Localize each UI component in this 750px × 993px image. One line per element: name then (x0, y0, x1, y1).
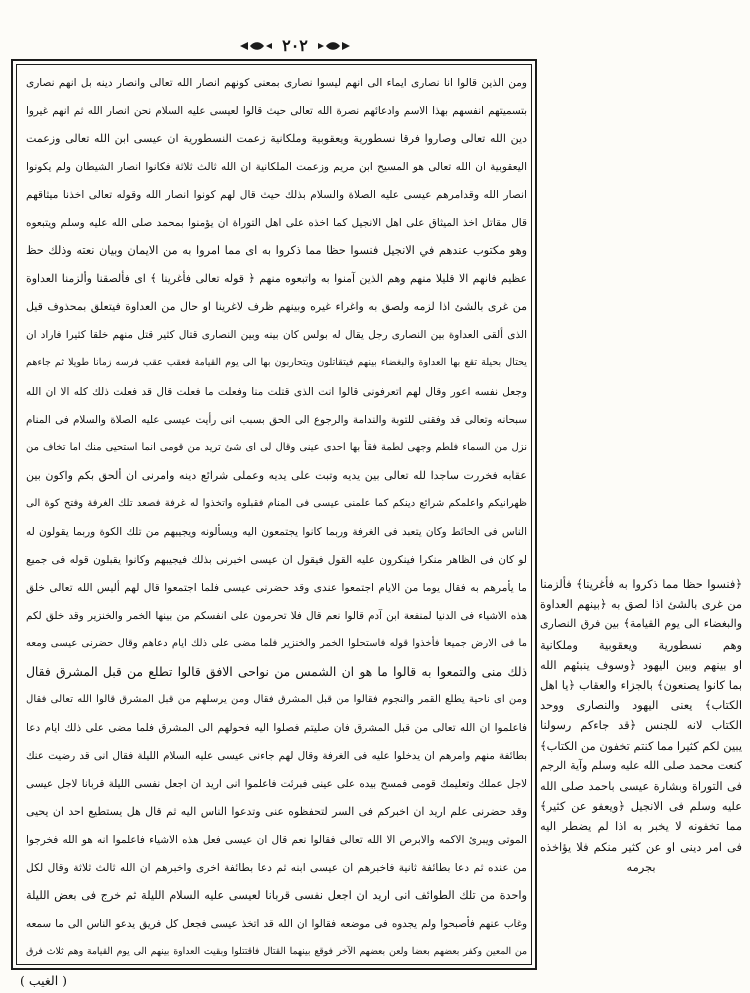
text-line: هذه الاشياء فى الدنيا لمنفعة ابن آدم قالوا نعم قال فلا تحرمون على انفسكم من بينها الخمر والخنزير وقد خلق لكم (26, 609, 527, 622)
text-line: عقابه فخررت ساجدا لله تعالى بين يديه وتبت على يديه وعملى شرائع دينه وامرنى ان ألحق بكم واكون بين (26, 468, 527, 482)
text-line: انصار الله وقدامرهم عيسى عليه الصلاة والسلام بذلك حيث قال لهم كونوا انصار الله وقوله تعالى اخذنا ميثاقهم (26, 188, 527, 202)
text-line: فاعلموا ان الله تعالى من قبل المشرق فان صليتم فصلوا اليه فحولهم الى المشرق فلما مضى على ذلك ايام دعا (26, 722, 527, 735)
text-line: بطائفة منهم وامرهم ان يدخلوا عليه فى الغرفة وقال لهم جاءنى عيسى عليه السلام الليلة فقال انى قد رضيت عنك (26, 750, 527, 763)
margin-line: وهم نسطورية ويعقوبية وملكانية (540, 637, 742, 652)
text-line: ما فى الارض جميعا فأخذوا قوله فاستحلوا الخمر والخنزير فلما مضى على ذلك ايام دعاهم وقال حضرنى عيسى ومعه (26, 637, 527, 649)
page-number: ۲۰۲ (282, 36, 308, 55)
page-header (232, 36, 358, 56)
margin-line: بجرمه (626, 859, 656, 874)
margin-line: مما تخفونه لا يخبر به اذا لم يضطر اليه (540, 819, 742, 834)
text-line: وهو مكتوب عندهم في الانجيل فنسوا حظا مما ذكروا به اى مما امروا به من الايمان وبيان نعته وذلك حظ (26, 244, 527, 258)
text-line: الموتى ويبرئ الاكمه والابرص الا الله تعالى فقالوا نعم قال ان عيسى فعل هذه الاشياء فاعلموا انه هو الله فخرجوا (26, 834, 527, 847)
text-line: وجعل نفسه اعور وقال لهم اتعرفونى قالوا انت الذى قتلت منا وفعلت ما فعلت قال قد فعلت ذلك كله الا ان الله (26, 385, 527, 398)
text-line: ذلك منى والتمعوا به قالوا ما هو ان الشمس من نواحى الافق قالوا تطلع من قبل المشرق فقال (26, 664, 527, 679)
text-line: من غرى بالشئ اذا لزمه ولصق به واغراء غيره وبينهم ظرف لاغرينا او حال من العداوة فيتعلق بمحذوف قيل (26, 300, 527, 314)
margin-line: فى امر دينى او عن كثير منكم فلا يؤاخذه (540, 839, 742, 854)
text-line: الناس فى الحائط وكان يتعبد فى الغرفة وربما كانوا يجتمعون اليه ويسألونه ويجيبهم من تلك الكوة وربما يقولون له (26, 525, 527, 538)
header-ornament-right (238, 40, 274, 52)
catchword: ( الغيب ) (20, 973, 68, 988)
margin-line: يبين لكم كثيرا مما كنتم تخفون من الكتاب﴾ (540, 738, 742, 753)
header-ornament-left (316, 40, 352, 52)
text-line: من عنده ثم دعا بطائفة ثانية فاخبرهم ان عيسى ابنه ثم دعا بطائفة اخرى واخبرهم ان الله ثالث ثلاثة وقال لكل (26, 861, 527, 875)
commentary-text (26, 69, 527, 962)
text-line: بتسميتهم انفسهم بهذا الاسم وادعائهم نصرة الله تعالى حيث قالوا لعيسى عليه السلام نحن انصار الله ثم انهم غيروا (26, 105, 527, 118)
text-line: اليعقوبية ان الله تعالى هو المسيح ابن مريم وزعمت الملكانية ان الله ثالث ثلاثة فكانوا انصار الشيطان ولم يكونوا (26, 161, 527, 174)
text-line: قال مقاتل اخذ الميثاق على اهل الانجيل كما اخذه على اهل التوراة ان يؤمنوا بمحمد صلى الله عليه وسلم ويتبعوه (26, 217, 527, 230)
text-line: الذى ألقى العداوة بين النصارى رجل يقال له بولس كان بينه وبين النصارى قتال كثير قتل منهم خلقا كثيرا فاراد ان (26, 329, 527, 342)
text-line: من المعين وكفر بعضهم بعضا ولعن بعضهم الآخر فوقع بينهما القتال فاقتتلوا وبقيت العداوة بينهم الى يوم القيامة وهم ثلاث فرق (26, 946, 527, 958)
text-line: لو كان فى الظاهر منكرا فينكرون عليه القول فيقول ان عيسى اخبرنى بذلك فيجيبهم وكانوا يقبلون قوله فى جميع (26, 553, 527, 566)
text-line: سبحانه وتعالى قد وفقنى للتوبة والندامة والرجوع الى الحق بسبب انى رأيت عيسى عليه الصلاة والسلام فى المنام (26, 413, 527, 426)
text-line: وقد حضرنى علم اريد ان اخبركم فى السر لتحفظوه عنى وتدعوا الناس اليه ثم قال هل يستطيع احد ان يحيى (26, 805, 527, 819)
margin-line: فى التوراة وبشارة عيسى باحمد صلى الله (540, 779, 742, 794)
margin-line: الكتاب لانه للجنس ﴿قد جاءكم رسولنا (540, 718, 742, 733)
text-line: نزل من السماء فلطم وجهى لطمة فقأ بها احدى عينى وقال لى اى شئ تريد من قومى انما استحيى منك اما تخاف من (26, 441, 527, 453)
text-line: ظهرانيكم واعلمكم شرائع دينكم كما علمنى عيسى فى المنام فقبلوه واتخذوا له غرفة فصعد تلك الغرفة وفتح كوة الى (26, 497, 527, 509)
margin-line: الكتاب﴾ يعنى اليهود والنصارى ووحد (540, 698, 742, 713)
text-line: دين الله تعالى وصاروا فرقا نسطورية ويعقوبية وملكانية زعمت النسطورية ان عيسى ابن الله تعالى وزعمت (26, 132, 527, 146)
text-line: عظيم فانهم الا قليلا منهم وهم الذين آمنوا به واتبعوه منهم ﴿ قوله تعالى فأغرينا ﴾ اى فألصقنا وألزمنا العداوة (26, 272, 527, 286)
text-line: ما يأمرهم به فقال يوما من الايام اجتمعوا عندى وقد حضرنى عيسى فلما اجتمعوا قال لهم أليس الله تعالى خلق (26, 580, 527, 594)
text-line: ومن الذين قالوا انا نصارى ايماء الى انهم ليسوا نصارى بمعنى كونهم انصار الله تعالى وانصار دينه بل انهم نصارى (26, 77, 527, 89)
text-line: لاجل عملك وتعليمك قومى فمسح بيده على عينى فبرئت فاعلموا انى اريد ان اجعل نفسى الليلة قربانا لاجل عيسى (26, 778, 527, 791)
margin-line: كنعت محمد صلى الله عليه وسلم وآية الرجم (540, 758, 742, 772)
text-line: وغاب عنهم فأصبحوا ولم يجدوه فى موضعه فقالوا ان الله قد اتخذ عيسى فجعل كل فريق يدعو الناس الى ما سمعه (26, 918, 527, 931)
text-line: يحتال بحيلة تقع بها العداوة والبغضاء بينهم فيتقاتلون ويتحاربون بها الى يوم القيامة فعقب عقب فرسه زمانا طويلا ثم جاءهم (26, 357, 527, 369)
margin-line: بما كانوا يصنعون﴾ بالجزاء والعقاب ﴿يا اهل (540, 678, 742, 693)
margin-line: ﴿فنسوا حظا مما ذكروا به فأغرينا﴾ فألزمنا (540, 577, 742, 591)
text-line: واحدة من تلك الطوائف انى اريد ان اجعل نفسى قربانا لعيسى عليه السلام الليلة ثم خرج فى بعض الليلة (26, 889, 527, 903)
margin-line: من غرى بالشئ اذا لصق به ﴿بينهم العداوة (540, 597, 742, 612)
text-line: ومن اى ناحية يطلع القمر والنجوم فقالوا من قبل المشرق فقال ومن يرسلهم من قبل المشرق قالوا الله تعالى فقال (26, 694, 527, 706)
margin-gloss (540, 574, 742, 877)
margin-line: والبغضاء الى يوم القيامة﴾ بين فرق النصارى (540, 617, 742, 631)
main-text-frame (11, 59, 537, 970)
margin-line: عليه وسلم فى الانجيل ﴿ويعفو عن كثير﴾ (540, 799, 742, 814)
margin-line: او بينهم وبين اليهود ﴿وسوف ينبئهم الله (540, 657, 742, 672)
